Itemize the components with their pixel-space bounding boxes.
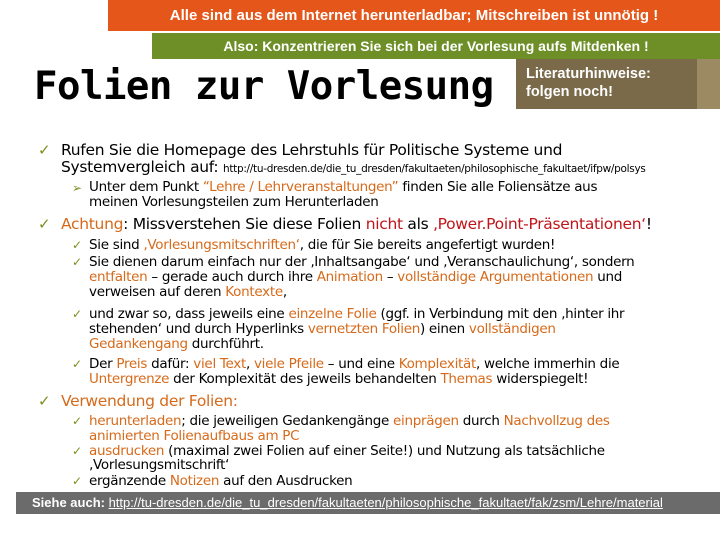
text: dafür: xyxy=(147,356,194,372)
lehre-link-text: “Lehre / Lehrveranstaltungen” xyxy=(202,179,399,195)
footer-link[interactable]: http://tu-dresden.de/die_tu_dresden/fakultaeten/philosophische_fakultaet/fak/zsm/Lehre/material xyxy=(108,495,663,510)
highlight-text: Gedankengang xyxy=(89,336,188,352)
highlight-text: entfalten xyxy=(89,269,148,285)
bullet1-sub1-line2: meinen Vorlesungsteilen zum Herunterladen xyxy=(89,194,379,210)
text: , xyxy=(282,284,287,300)
second-banner-text: Also: Konzentrieren Sie sich bei der Vorlesung aufs Mitdenken ! xyxy=(223,38,649,54)
highlight-text: einzelne Folie xyxy=(288,306,377,322)
footer-bar xyxy=(16,492,720,514)
text: ergänzende xyxy=(89,473,170,489)
text: (ggf. in Verbindung mit den ‚hinter ihr xyxy=(376,306,625,322)
check-icon: ✓ xyxy=(72,414,83,428)
text: durchführt. xyxy=(187,336,264,352)
bullet2-sub2-line3 xyxy=(89,285,287,301)
text: stehenden‘ und durch Hyperlinks xyxy=(89,321,308,337)
highlight-text: Untergrenze xyxy=(89,371,170,387)
check-icon: ✓ xyxy=(72,474,83,488)
text: widerspiegelt! xyxy=(492,371,589,387)
top-banner-text: Alle sind aus dem Internet herunterladbar; Mitschreiben ist unnötig ! xyxy=(169,7,659,24)
text: ) einen xyxy=(419,321,469,337)
page-title: Folien zur Vorlesung xyxy=(34,64,494,109)
bullet1-line2 xyxy=(61,159,646,178)
bullet2-sub3-line3 xyxy=(89,337,264,353)
highlight-text: ausdrucken xyxy=(89,443,165,459)
highlight-text: Notizen xyxy=(169,473,220,489)
highlight-text: viel Text xyxy=(193,356,246,372)
text: (maximal zwei Folien auf einer Seite!) und Nutzung als tatsächliche xyxy=(164,443,605,459)
check-icon: ✓ xyxy=(38,392,51,410)
powerpoint-text: ‚Power.Point-Präsentationen‘ xyxy=(432,215,646,233)
literature-box-side xyxy=(697,59,720,109)
text: und xyxy=(593,269,623,285)
text: Sie sind xyxy=(89,237,144,253)
check-icon: ✓ xyxy=(72,255,83,269)
bullet2-heading xyxy=(61,216,652,233)
check-icon: ✓ xyxy=(72,238,83,252)
highlight-text: Nachvollzug des xyxy=(503,413,610,429)
text: ; die jeweiligen Gedankengänge xyxy=(181,413,393,429)
arrow-right-icon: ➢ xyxy=(72,181,83,195)
highlight-text: Themas xyxy=(440,371,493,387)
text: durch xyxy=(458,413,504,429)
bullet1-url[interactable]: http://tu-dresden.de/die_tu_dresden/fakultaeten/philosophische_fakultaet/ifpw/polsys xyxy=(222,163,646,175)
text: Unter dem Punkt xyxy=(89,179,203,195)
literature-box xyxy=(516,59,697,109)
bullet1-line1: Rufen Sie die Homepage des Lehrstuhls für Politische Systeme und xyxy=(61,141,563,159)
highlight-text: herunterladen xyxy=(89,413,182,429)
text: verweisen auf deren xyxy=(89,284,226,300)
footer-label: Siehe auch: xyxy=(32,495,109,510)
check-icon: ✓ xyxy=(38,141,51,159)
nicht-text: nicht xyxy=(365,215,403,233)
text: , xyxy=(246,356,254,372)
bullet2-sub2-line1: Sie dienen darum einfach nur der ‚Inhaltsangabe‘ und ‚Veranschaulichung‘, sondern xyxy=(89,254,635,270)
text: – gerade auch durch ihre xyxy=(147,269,317,285)
text: – xyxy=(382,269,398,285)
text: ! xyxy=(645,215,652,233)
check-icon: ✓ xyxy=(72,444,83,458)
text: auf den Ausdrucken xyxy=(219,473,353,489)
bullet3-sub3 xyxy=(89,474,352,490)
highlight-text: einprägen xyxy=(393,413,459,429)
check-icon: ✓ xyxy=(72,357,83,371)
text: und zwar so, dass jeweils eine xyxy=(89,306,289,322)
text: finden Sie alle Foliensätze aus xyxy=(398,179,598,195)
highlight-text: vollständigen xyxy=(468,321,556,337)
highlight-text: Animation xyxy=(316,269,383,285)
second-banner xyxy=(152,33,720,59)
bullet3-sub2-line2: ‚Vorlesungsmitschrift‘ xyxy=(89,457,230,473)
text: : Missverstehen Sie diese Folien xyxy=(123,215,366,233)
highlight-text: ‚Vorlesungsmitschriften‘ xyxy=(143,237,300,253)
bullet3-heading: Verwendung der Folien: xyxy=(61,392,238,410)
highlight-text: Preis xyxy=(116,356,148,372)
check-icon: ✓ xyxy=(72,307,83,321)
literature-line2: folgen noch! xyxy=(526,84,613,100)
achtung-text: Achtung xyxy=(61,215,124,233)
text: Der xyxy=(89,356,117,372)
highlight-text: viele Pfeile xyxy=(253,356,324,372)
text: , die für Sie bereits angefertigt wurden! xyxy=(299,237,556,253)
bullet3-sub1-line2: animierten Folienaufbaus am PC xyxy=(89,428,300,444)
text: der Komplexität des jeweils behandelten xyxy=(169,371,441,387)
highlight-text: Komplexität xyxy=(398,356,476,372)
bullet2-sub4-line2 xyxy=(89,372,588,388)
check-icon: ✓ xyxy=(38,215,51,233)
literature-line1: Literaturhinweise: xyxy=(526,66,651,82)
top-banner xyxy=(108,0,720,31)
bullet2-sub1 xyxy=(89,238,555,254)
highlight-text: vernetzten Folien xyxy=(307,321,420,337)
highlight-text: vollständige Argumentationen xyxy=(397,269,594,285)
text: – und eine xyxy=(323,356,399,372)
text: , welche immerhin die xyxy=(476,356,620,372)
bullet1-prefix: Systemvergleich auf: xyxy=(61,158,219,176)
highlight-text: Kontexte xyxy=(225,284,283,300)
text: als xyxy=(402,215,433,233)
